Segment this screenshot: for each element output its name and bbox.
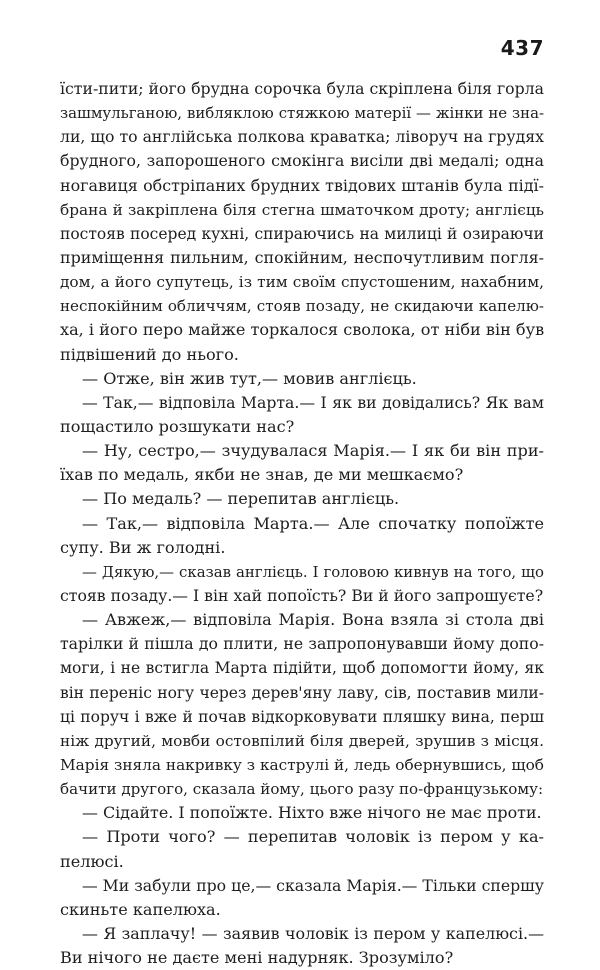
text-line: — Авжеж,— відповіла Марія. Вона взяла зі стола дві [82, 610, 544, 630]
text-line: ці поруч і вже й почав відкорковувати пляшку вина, перш [60, 707, 544, 726]
text-line: супу. Ви ж голодні. [60, 537, 226, 557]
text-line: дом, а його супутець, із тим своїм спустошеним, нахабним, [60, 273, 544, 292]
text-line: Ви нічого не даєте мені надурняк. Зрозуміло? [60, 948, 454, 968]
text-line: неспокійним обличчям, стояв позаду, не скидаючи капелю- [60, 297, 544, 316]
text-line: зашмульганою, вибляклою стяжкою матерії — жінки не зна- [60, 104, 544, 123]
body-text [60, 77, 544, 970]
text-line: — Проти чого? — перепитав чоловік із пером у ка- [82, 827, 544, 847]
text-line: — Так,— відповіла Марта.— Але спочатку попоїжте [82, 513, 544, 533]
text-line: пощастило розшукати нас? [60, 416, 295, 436]
text-line: — Отже, він жив тут,— мовив англієць. [82, 368, 417, 388]
text-line: моги, і не встигла Марта підійти, щоб допомогти йому, як [60, 659, 544, 678]
text-line: — Сідайте. І попоїжте. Ніхто вже нічого не має проти. [82, 803, 542, 823]
text-line: — Я заплачу! — заявив чоловік із пером у капелюсі.— [82, 923, 544, 943]
text-line: ніж другий, мовби остовпілий біля дверей, зрушив з місця. [60, 731, 544, 750]
text-line: брудного, запорошеного смокінга висіли дві медалі; одна [60, 151, 544, 171]
text-line: ха, і його перо майже торкалося сволока, от ніби він був [60, 320, 544, 340]
page-number: 437 [500, 36, 544, 60]
text-line: Марія зняла накривку з каструлі й, ледь обернувшись, щоб [60, 755, 544, 774]
text-line: він переніс ногу через дерев'яну лаву, сів, поставив мили- [60, 683, 544, 702]
text-line: — Ну, сестро,— зчудувалася Марія.— І як би він при- [82, 441, 544, 461]
text-line: — По медаль? — перепитав англієць. [82, 489, 400, 509]
text-line: — Дякую,— сказав англієць. І головою кивнув на того, що [82, 562, 544, 581]
text-line: — Так,— відповіла Марта.— І як ви довідались? Як вам [82, 392, 544, 412]
text-line: тарілки й пішла до плити, не запропонувавши йому допо- [60, 634, 544, 654]
text-line: постояв посеред кухні, спираючись на милиці й озираючи [60, 224, 544, 243]
text-line: підвішений до нього. [60, 344, 239, 364]
text-line: стояв позаду.— І він хай попоїсть? Ви й його запрошуєте? [60, 585, 544, 605]
text-line: скиньте капелюха. [60, 899, 221, 919]
text-line: — Ми забули про це,— сказала Марія.— Тільки спершу [82, 875, 544, 895]
text-line: ли, що то англійська полкова краватка; ліворуч на грудях [60, 127, 544, 147]
text-line: ногавиця обстріпаних брудних твідових штанів була підї- [60, 175, 544, 195]
text-line: бачити другого, сказала йому, цього разу по-французькому: [60, 780, 544, 799]
text-line: їсти-пити; його брудна сорочка була скріплена біля горла [60, 79, 544, 98]
text-line: пелюсі. [60, 851, 124, 871]
text-line: брана й закріплена біля стегна шматочком дроту; англієць [60, 200, 544, 219]
text-line: приміщення пильним, спокійним, неспочутливим погля- [60, 247, 544, 267]
text-line: їхав по медаль, якби не знав, де ми мешкаємо? [60, 465, 464, 485]
